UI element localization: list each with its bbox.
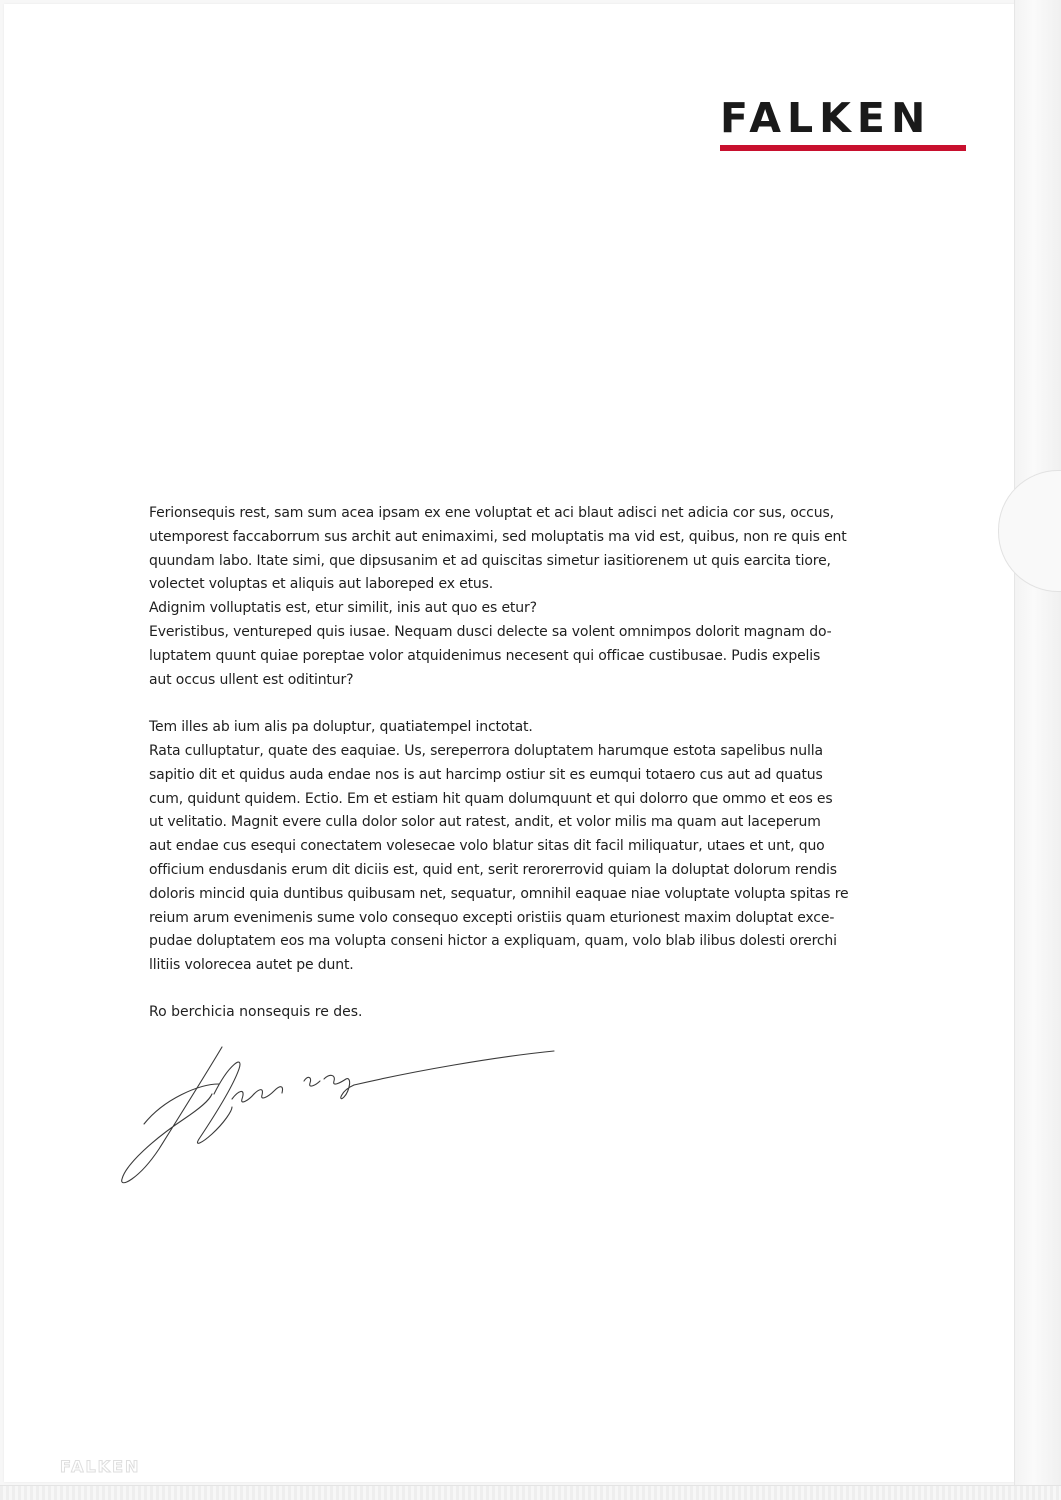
letter-line: volectet voluptas et aliquis aut laboreped ex etus. [149, 576, 494, 593]
letter-line: quundam labo. Itate simi, que dipsusanim et ad quiscitas simetur iasitiorenem ut quis earcita tiore, [149, 552, 831, 569]
paragraph-gap [149, 692, 931, 716]
letter-line: Tem illes ab ium alis pa doluptur, quatiatempel inctotat. [149, 719, 533, 736]
letter-line: aut occus ullent est oditintur? [149, 671, 354, 688]
sleeve-right-edge [1014, 0, 1061, 1500]
letter-line: Rata culluptatur, quate des eaquiae. Us, sereperrora doluptatem harumque estota sapelibus nulla [149, 742, 823, 759]
letter-body [149, 502, 931, 978]
letter-line: doloris mincid quia duntibus quibusam net, sequatur, omnihil eaquae niae voluptate volupta spitas re [149, 885, 849, 902]
letter-line: Adignim volluptatis est, etur similit, inis aut quo es etur? [149, 600, 537, 617]
letter-line: ut velitatio. Magnit evere culla dolor solor aut ratest, andit, et volor milis ma quam aut laceperum [149, 814, 821, 831]
letter-line: Ferionsequis rest, sam sum acea ipsam ex ene voluptat et aci blaut adisci net adicia cor sus, occus, [149, 505, 834, 521]
falken-embossed-watermark: FALKEN [60, 1457, 141, 1476]
letter-line: utemporest faccaborrum sus archit aut enimaximi, sed moluptatis ma vid est, quibus, non re quis ent [149, 528, 847, 545]
letter-closing: Ro berchicia nonsequis re des. [149, 1004, 363, 1020]
letter-line: cum, quidunt quidem. Ectio. Em et estiam hit quam dolumquunt et qui dolorro que ommo et eos es [149, 790, 833, 807]
letter-line: luptatem quunt quiae poreptae volor atquidenimus necesent qui officae custibusae. Pudis expelis [149, 647, 821, 664]
letter-line: pudae doluptatem eos ma volupta conseni hictor a expliquam, quam, volo blab ilibus dolesti orerchi [149, 933, 837, 950]
falken-logo [720, 94, 966, 151]
handwritten-signature [114, 1039, 564, 1199]
letter-line: aut endae cus esequi conectatem volesecae volo blatur sitas dit facil miliquatur, utaes et unt, quo [149, 838, 825, 855]
letter-sheet [4, 4, 1016, 1482]
letter-line: officium endusdanis erum dit diciis est, quid ent, serit rerorerrovid quiam la doluptat dolorum rendis [149, 861, 837, 878]
letter-line: Everistibus, ventureped quis iusae. Nequam dusci delecte sa volent omnimpos dolorit magnam do- [149, 623, 832, 640]
logo-red-bar [720, 145, 966, 151]
letter-line: reium arum evenimenis sume volo consequo excepti oristiis quam eturionest maxim doluptat exce- [149, 909, 835, 926]
letter-line: sapitio dit et quidus auda endae nos is aut harcimp ostiur sit es eumqui totaero cus aut ad quatus [149, 766, 823, 783]
letter-line: llitiis volorecea autet pe dunt. [149, 957, 354, 974]
logo-wordmark: FALKEN [720, 94, 932, 142]
sleeve-bottom-seam [0, 1485, 1061, 1500]
